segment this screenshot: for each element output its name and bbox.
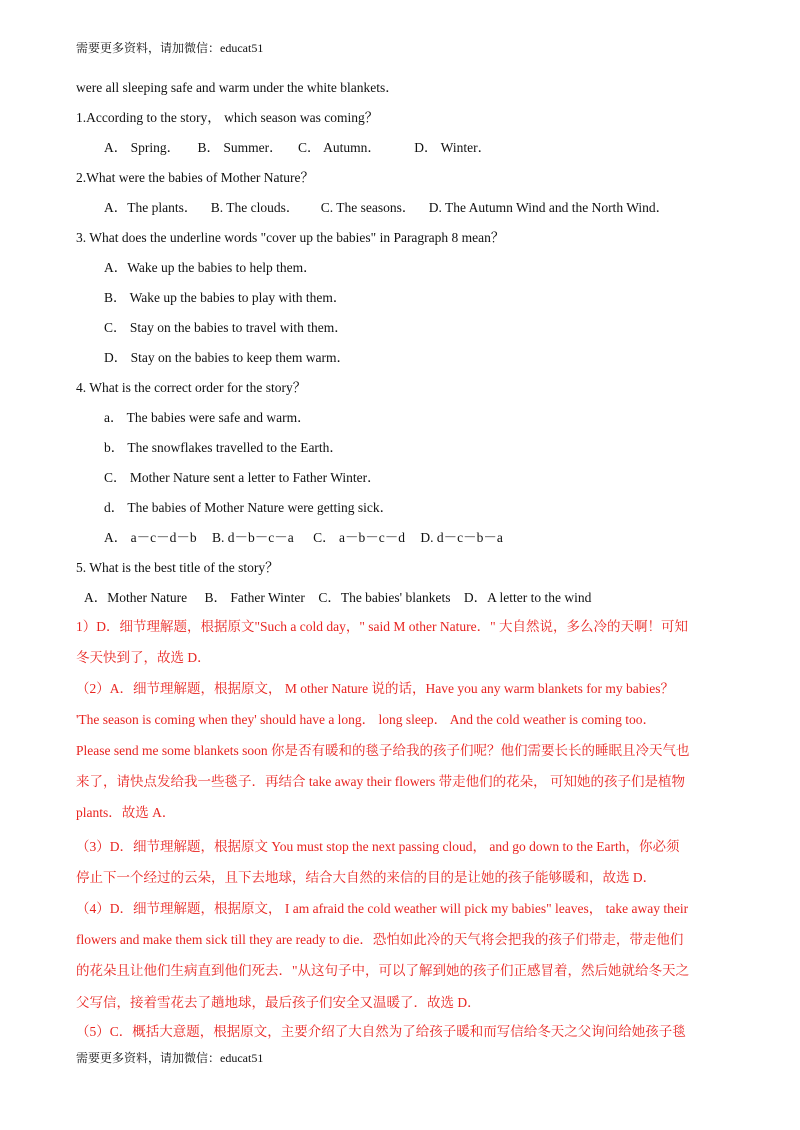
- q3-option-a: A．Wake up the babies to help them．: [104, 260, 317, 275]
- question-4-stem: 4. What is the correct order for the story？: [76, 380, 307, 395]
- answer-line: 冬天快到了，故选 D．: [76, 650, 211, 665]
- q4-event-d: d． The babies of Mother Nature were getting sick．: [104, 500, 394, 515]
- q5-option-c: C．The babies' blankets: [318, 590, 451, 605]
- q1-option-c: C． Autumn．: [298, 140, 381, 155]
- q1-option-d: D． Winter．: [414, 140, 492, 155]
- answer-line: Please send me some blankets soon 你是否有暖和的毯子给我的孩子们呢？他们需要长长的睡眠且冷天气也: [76, 743, 690, 758]
- answer-line: 1）D．细节理解题，根据原文"Such a cold day，" said M other Nature．" 大自然说，多么冷的天啊！可知: [76, 619, 688, 634]
- page-footer: 需要更多资料，请加微信：educat51: [76, 1051, 264, 1065]
- answer-line: 来了，请快点发给我一些毯子．再结合 take away their flowers 带走他们的花朵， 可知她的孩子们是植物: [76, 774, 685, 789]
- answer-line: （2）A．细节理解题，根据原文， M other Nature 说的话，Have you any warm blankets for my babies？: [76, 681, 675, 696]
- page-header: 需要更多资料，请加微信：educat51: [76, 41, 264, 55]
- question-5-stem: 5. What is the best title of the story？: [76, 560, 279, 575]
- answer-line: （5）C．概括大意题，根据原文，主要介绍了大自然为了给孩子暖和而写信给冬天之父询问给她孩子毯: [76, 1024, 686, 1039]
- q4-option-c: C． a－b－c－d: [313, 530, 405, 545]
- question-1-stem: 1.According to the story， which season was coming？: [76, 110, 379, 125]
- q2-option-c: C. The seasons．: [320, 200, 416, 215]
- q2-option-a: A．The plants．: [104, 200, 198, 215]
- q3-option-d: D． Stay on the babies to keep them warm．: [104, 350, 350, 365]
- q5-option-a: A．Mother Nature: [84, 590, 188, 605]
- question-1-options: [104, 140, 491, 156]
- q4-option-b: B. d－b－c－a: [211, 530, 294, 545]
- question-2-options: [104, 200, 669, 216]
- q2-option-d: D. The Autumn Wind and the North Wind．: [428, 200, 670, 215]
- answer-line: flowers and make them sick till they are ready to die．恐怕如此冷的天气将会把我的孩子们带走，带走他们: [76, 932, 684, 947]
- q3-option-c: C． Stay on the babies to travel with them．: [104, 320, 348, 335]
- answer-line: 停止下一个经过的云朵，且下去地球，结合大自然的来信的目的是让她的孩子能够暖和，故选 D．: [76, 870, 657, 885]
- q2-option-b: B. The clouds．: [210, 200, 300, 215]
- q5-option-d: D．A letter to the wind: [463, 590, 592, 605]
- q1-option-b: B． Summer．: [197, 140, 283, 155]
- passage-end: were all sleeping safe and warm under the white blankets．: [76, 80, 399, 95]
- q4-event-c: C． Mother Nature sent a letter to Father Winter．: [104, 470, 381, 485]
- q1-option-a: A． Spring．: [104, 140, 181, 155]
- question-5-options: [84, 590, 591, 606]
- answer-line: （3）D．细节理解题，根据原文 You must stop the next passing cloud， and go down to the Earth，你必须: [76, 839, 680, 854]
- answer-line: 的花朵且让他们生病直到他们死去．"从这句子中，可以了解到她的孩子们正感冒着，然后她就给冬天之: [76, 963, 690, 978]
- q3-option-b: B． Wake up the babies to play with them．: [104, 290, 347, 305]
- answer-line: 父写信，接着雪花去了趟地球，最后孩子们安全又温暖了．故选 D．: [76, 995, 481, 1010]
- q4-event-a: a． The babies were safe and warm．: [104, 410, 311, 425]
- answer-line: 'The season is coming when they' should have a long． long sleep． And the cold weather is coming too．: [76, 712, 657, 727]
- answer-line: （4）D．细节理解题，根据原文， I am afraid the cold weather will pick my babies" leaves， take away their: [76, 901, 689, 916]
- answer-line: plants．故选 A．: [76, 805, 176, 820]
- q4-event-b: b． The snowflakes travelled to the Earth．: [104, 440, 343, 455]
- q4-option-a: A． a－c－d－b: [104, 530, 197, 545]
- q4-option-d: D. d－c－b－a: [420, 530, 503, 545]
- question-2-stem: 2.What were the babies of Mother Nature？: [76, 170, 315, 185]
- q5-option-b: B． Father Winter: [204, 590, 305, 605]
- question-3-stem: 3. What does the underline words "cover up the babies" in Paragraph 8 mean？: [76, 230, 505, 245]
- question-4-options: [104, 530, 503, 546]
